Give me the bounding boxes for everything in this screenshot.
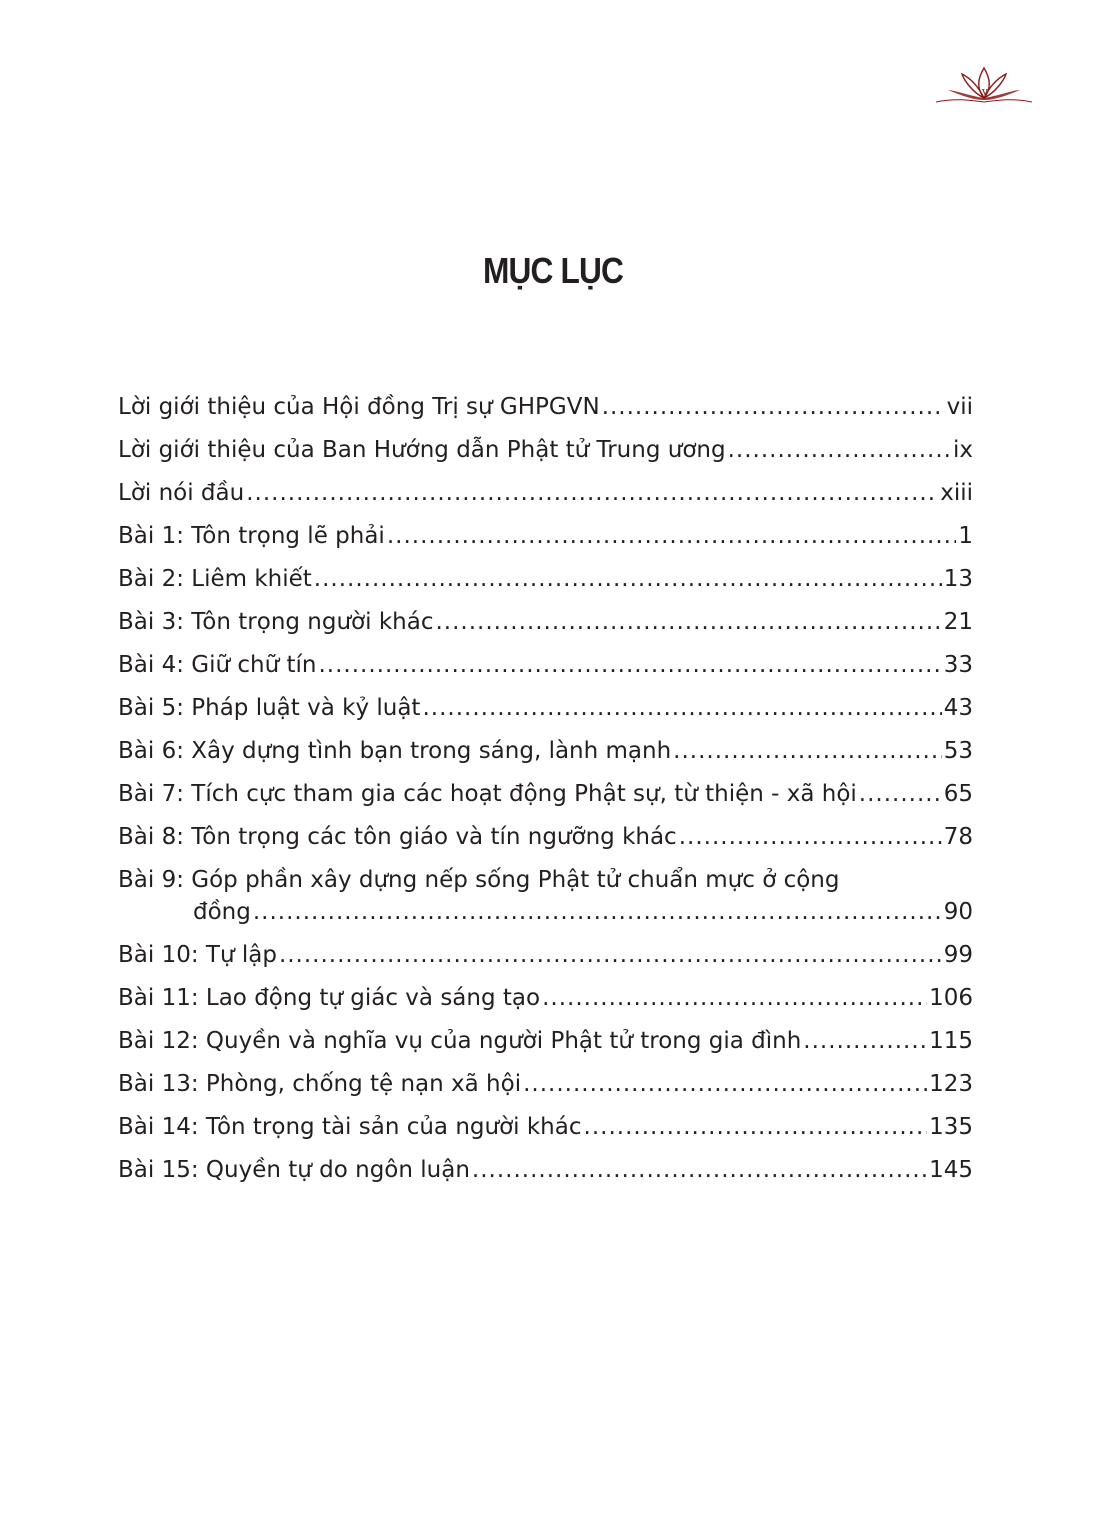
- dot-leader: [314, 558, 942, 601]
- toc-entry-label: Bài 10: Tự lập: [118, 942, 277, 968]
- dot-leader: [435, 601, 941, 644]
- toc-entry-page: 65: [943, 781, 973, 807]
- toc-entry-page: 115: [929, 1028, 973, 1054]
- toc-entry-page: 43: [943, 695, 973, 721]
- dot-leader: [279, 934, 942, 977]
- toc-entry-page: 53: [943, 738, 973, 764]
- toc-entry-page: 78: [943, 824, 973, 850]
- toc-entry-label: Lời nói đầu: [118, 480, 245, 506]
- toc-entry[interactable]: [118, 859, 973, 934]
- dot-leader: [728, 429, 951, 472]
- dot-leader: [542, 977, 927, 1020]
- dot-leader: [422, 687, 941, 730]
- dot-leader: [472, 1149, 927, 1192]
- toc-entry-label: Bài 3: Tôn trọng người khác: [118, 609, 434, 635]
- table-of-contents: [118, 386, 973, 1192]
- toc-entry[interactable]: [118, 601, 973, 644]
- toc-entry[interactable]: [118, 687, 973, 730]
- toc-entry[interactable]: [118, 558, 973, 601]
- toc-entry-label: Bài 5: Pháp luật và kỷ luật: [118, 695, 421, 721]
- toc-entry[interactable]: [118, 730, 973, 773]
- toc-entry-label: Bài 4: Giữ chữ tín: [118, 652, 317, 678]
- toc-entry-page: 123: [929, 1071, 973, 1097]
- toc-entry[interactable]: [118, 1020, 973, 1063]
- toc-entry[interactable]: [118, 1149, 973, 1192]
- toc-entry[interactable]: [118, 644, 973, 687]
- toc-entry[interactable]: [118, 816, 973, 859]
- toc-entry-page: ix: [952, 437, 973, 463]
- dot-leader: [602, 386, 945, 429]
- toc-entry-label: Bài 1: Tôn trọng lẽ phải: [118, 523, 385, 549]
- toc-entry[interactable]: [118, 977, 973, 1020]
- toc-entry-label: Lời giới thiệu của Hội đồng Trị sự GHPGVN: [118, 394, 600, 420]
- dot-leader: [859, 773, 942, 816]
- dot-leader: [253, 896, 942, 928]
- toc-entry-page: xiii: [940, 480, 973, 506]
- toc-entry[interactable]: [118, 773, 973, 816]
- dot-leader: [318, 644, 941, 687]
- dot-leader: [803, 1020, 927, 1063]
- toc-entry-page: 13: [943, 566, 973, 592]
- toc-entry-label: Bài 8: Tôn trọng các tôn giáo và tín ngưỡng khác: [118, 824, 677, 850]
- toc-entry-page: 106: [929, 985, 973, 1011]
- toc-entry-label: Bài 2: Liêm khiết: [118, 566, 312, 592]
- toc-entry-page: 99: [943, 942, 973, 968]
- toc-entry-label: Bài 9: Góp phần xây dựng nếp sống Phật tử chuẩn mực ở cộng: [118, 867, 840, 893]
- dot-leader: [679, 816, 942, 859]
- dot-leader: [584, 1106, 928, 1149]
- toc-entry[interactable]: [118, 386, 973, 429]
- page-number: v: [981, 85, 989, 98]
- toc-entry-page: 135: [929, 1114, 973, 1140]
- toc-entry[interactable]: [118, 1106, 973, 1149]
- toc-entry-label: Bài 11: Lao động tự giác và sáng tạo: [118, 985, 541, 1011]
- toc-entry-page: vii: [946, 394, 973, 420]
- toc-entry-page: 90: [943, 899, 973, 925]
- toc-entry-page: 145: [929, 1157, 973, 1183]
- toc-entry-label: Bài 14: Tôn trọng tài sản của người khác: [118, 1114, 582, 1140]
- toc-entry-label: Lời giới thiệu của Ban Hướng dẫn Phật tử Trung ương: [118, 437, 726, 463]
- page-title: MỤC LỤC: [483, 250, 623, 291]
- toc-entry-label: Bài 13: Phòng, chống tệ nạn xã hội: [118, 1071, 522, 1097]
- toc-entry[interactable]: [118, 472, 973, 515]
- toc-entry-page: 33: [943, 652, 973, 678]
- toc-entry-label: Bài 12: Quyền và nghĩa vụ của người Phật tử trong gia đình: [118, 1028, 802, 1054]
- toc-entry[interactable]: [118, 429, 973, 472]
- dot-leader: [523, 1063, 927, 1106]
- toc-entry-label: Bài 15: Quyền tự do ngôn luận: [118, 1157, 470, 1183]
- dot-leader: [246, 472, 938, 515]
- toc-entry-page: 21: [943, 609, 973, 635]
- toc-entry[interactable]: [118, 515, 973, 558]
- toc-entry-label: Bài 6: Xây dựng tình bạn trong sáng, lành mạnh: [118, 738, 672, 764]
- toc-entry-label-continuation: đồng: [193, 899, 251, 925]
- dot-leader: [673, 730, 942, 773]
- toc-entry[interactable]: [118, 1063, 973, 1106]
- toc-entry-label: Bài 7: Tích cực tham gia các hoạt động Phật sự, từ thiện - xã hội: [118, 781, 857, 807]
- toc-entry-page: 1: [958, 523, 973, 549]
- dot-leader: [387, 515, 957, 558]
- toc-entry[interactable]: [118, 934, 973, 977]
